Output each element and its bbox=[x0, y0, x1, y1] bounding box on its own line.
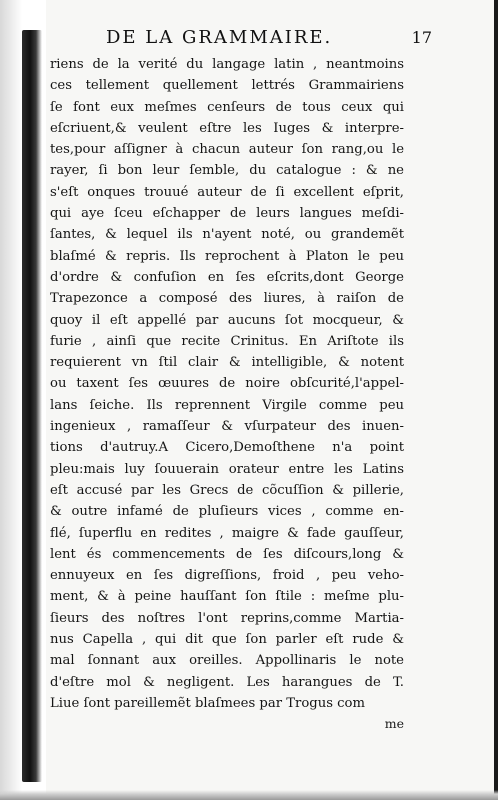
text-line: & outre infamé de pluſieurs vices , comme en- bbox=[50, 504, 404, 520]
text-line: Liue ſont pareillemẽt blaſmees par Trogus com bbox=[50, 695, 365, 711]
text-line: mal ſonnant aux oreilles. Appollinaris le note bbox=[50, 653, 404, 669]
text-line: ſieurs des noſtres l'ont reprins,comme Martia- bbox=[50, 610, 404, 626]
text-line: d'ordre & confuſion en ſes eſcrits,dont George bbox=[50, 269, 404, 285]
text-line: ennuyeux en ſes digreſſions, froid , peu veho- bbox=[50, 568, 404, 584]
text-line: lent és commencements de ſes diſcours,long & bbox=[50, 546, 404, 562]
text-line: requierent vn ſtil clair & intelligible, & notent bbox=[50, 355, 404, 371]
text-line: quoy il eſt appellé par aucuns ſot mocqueur, & bbox=[50, 312, 404, 328]
body-text bbox=[50, 54, 430, 732]
text-line: nus Capella , qui dit que ſon parler eſt rude & bbox=[50, 632, 404, 648]
right-page-edge bbox=[494, 0, 498, 800]
text-line: s'eſt onques trouué auteur de ſi excellent eſprit, bbox=[50, 184, 404, 200]
running-head bbox=[50, 26, 430, 50]
text-line: Trapezonce a composé des liures, à raiſon de bbox=[50, 291, 404, 307]
running-title: DE LA GRAMMAIRE. bbox=[106, 27, 333, 48]
page-number: 17 bbox=[411, 28, 432, 47]
text-line: ingenieux , ramaſſeur & vſurpateur des inuen- bbox=[50, 419, 404, 435]
binding-shadow bbox=[22, 30, 42, 782]
text-line: eſcriuent,& veulent eſtre les Iuges & interpre- bbox=[50, 120, 404, 136]
text-line: d'eſtre mol & negligent. Les harangues de T. bbox=[50, 674, 404, 690]
text-line: tes,pour aſſigner à chacun auteur ſon rang,ou le bbox=[50, 142, 404, 158]
text-line: ſantes, & lequel ils n'ayent noté, ou grandemẽt bbox=[50, 227, 404, 243]
text-line: ment, & à peine hauſſant ſon ſtile : meſme plu- bbox=[50, 589, 404, 605]
catchword: me bbox=[384, 716, 404, 732]
text-line: qui aye ſceu eſchapper de leurs langues meſdi- bbox=[50, 206, 404, 222]
bottom-page-edge bbox=[0, 790, 498, 800]
text-line: rayer, ſi bon leur ſemble, du catalogue : & ne bbox=[50, 163, 404, 179]
text-line: blaſmé & repris. Ils reprochent à Platon le peu bbox=[50, 248, 404, 264]
text-line: pleu:mais luy ſouuerain orateur entre les Latins bbox=[50, 461, 404, 477]
text-line: ces tellement quellement lettrés Grammairiens bbox=[50, 78, 404, 94]
text-line: tions d'autruy.A Cicero,Demoſthene n'a point bbox=[50, 440, 404, 456]
text-line: furie , ainſi que recite Crinitus. En Ariſtote ils bbox=[50, 333, 404, 349]
text-line: flé, ſuperflu en redites , maigre & fade gauſſeur, bbox=[50, 525, 404, 541]
book-page bbox=[50, 26, 430, 786]
text-line: lans ſeiche. Ils reprennent Virgile comme peu bbox=[50, 397, 404, 413]
text-line: riens de la verité du langage latin , neantmoins bbox=[50, 57, 404, 72]
text-line: ou taxent ſes œuures de noire obſcurité,l'appel- bbox=[50, 376, 404, 392]
text-line: ſe font eux meſmes cenſeurs de tous ceux qui bbox=[50, 99, 404, 115]
text-line: eſt accusé par les Grecs de cõcuſſion & pillerie, bbox=[50, 482, 404, 498]
